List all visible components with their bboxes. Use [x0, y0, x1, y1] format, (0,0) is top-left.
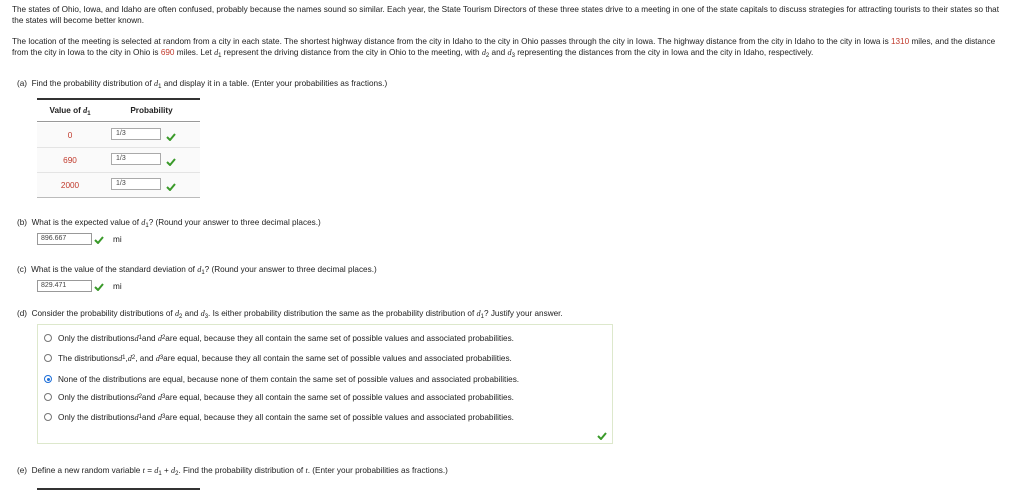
standard-deviation-input[interactable]: 829.471 — [37, 280, 92, 292]
value-column-header: Value of $d_1$ — [49, 106, 91, 117]
check-icon — [597, 432, 607, 440]
part-b-question: (b) What is the expected value of $d_1$? (Round your answer to three decimal places.) — [17, 218, 321, 229]
option-d1-d2-equal[interactable]: Only the distributions d 1 and d 2 are equal, because they all contain the same set of possible values and associated probabilities. — [44, 331, 614, 345]
table-row — [37, 123, 200, 148]
probability-input[interactable]: 1/3 — [111, 178, 161, 190]
radio-button[interactable] — [44, 413, 52, 421]
part-e-question: (e) Define a new random variable $t = d_1 + d_2$. Find the probability distribution of t. (Enter your probabilities as fractions.) — [17, 466, 448, 477]
row-value: 0 — [67, 131, 73, 140]
option-d1-d3-equal[interactable]: Only the distributions d 1 and d 3 are equal, because they all contain the same set of possible values and associated probabilities. — [44, 410, 614, 424]
part-d-question: (d) Consider the probability distributions of $d_2$ and $d_3$. Is either probability distribution the same as the probability distribution of $d_1$? Justify your answer. — [17, 309, 563, 320]
radio-button[interactable] — [44, 354, 52, 362]
part-a-question: (a) Find the probability distribution of $d_1$ and display it in a table. (Enter your probabilities as fractions.) — [17, 79, 388, 90]
option-none-equal[interactable]: None of the distributions are equal, because none of them contain the same set of possible values and associated probabilities. — [44, 372, 614, 386]
expected-value-input[interactable]: 896.667 — [37, 233, 92, 245]
probability-input[interactable]: 1/3 — [111, 153, 161, 165]
check-icon — [94, 283, 104, 291]
probability-input[interactable]: 1/3 — [111, 128, 161, 140]
check-icon — [166, 183, 176, 191]
distribution-table — [37, 123, 200, 198]
option-all-equal[interactable]: The distributions d 1 , d 2 , and d 3 are equal, because they all contain the same set of possible values and associated probabilities. — [44, 351, 614, 365]
option-d2-d3-equal[interactable]: Only the distributions d 2 and d 3 are equal, because they all contain the same set of possible values and associated probabilities. — [44, 390, 614, 404]
check-icon — [94, 236, 104, 244]
row-value: 690 — [63, 156, 77, 165]
check-icon — [166, 133, 176, 141]
radio-button-selected[interactable] — [44, 375, 52, 383]
distribution-table-header — [37, 98, 200, 122]
radio-button[interactable] — [44, 393, 52, 401]
distance-idaho-iowa: 1310 — [890, 37, 910, 46]
part-c-question: (c) What is the value of the standard deviation of $d_1$? (Round your answer to three decimal places.) — [17, 265, 377, 276]
unit-label: mi — [113, 235, 122, 244]
distance-iowa-ohio: 690 — [160, 47, 175, 57]
table-row — [37, 148, 200, 173]
intro-paragraph-1: The states of Ohio, Iowa, and Idaho are often confused, probably because the names sound so similar. Each year, the State Tourism Directors of these three states drive to a meeting in one of the state capitals to discuss strategies for attracting tourists to their states so that the states will become better known. — [12, 5, 999, 25]
row-value: 2000 — [60, 181, 80, 190]
unit-label: mi — [113, 282, 122, 291]
intro-paragraph-2: The location of the meeting is selected at random from a city in each state. The shortest highway distance from the city in Idaho to the city in Ohio passes through the city in Iowa. The highway distance from the city in Idaho to the city in Iowa is 1310 miles, and the distance from the city in Iowa to the city in Ohio is 690 miles. Let $d_1$ represent the driving distance from the city in Ohio to the meeting, with $d_2$ and $d_3$ representing the distances from the city in Iowa and the city in Idaho, respectively. — [12, 37, 996, 59]
check-icon — [166, 158, 176, 166]
radio-button[interactable] — [44, 334, 52, 342]
part-e-table-partial — [37, 488, 200, 495]
table-row — [37, 173, 200, 198]
probability-column-header: Probability — [130, 106, 173, 115]
